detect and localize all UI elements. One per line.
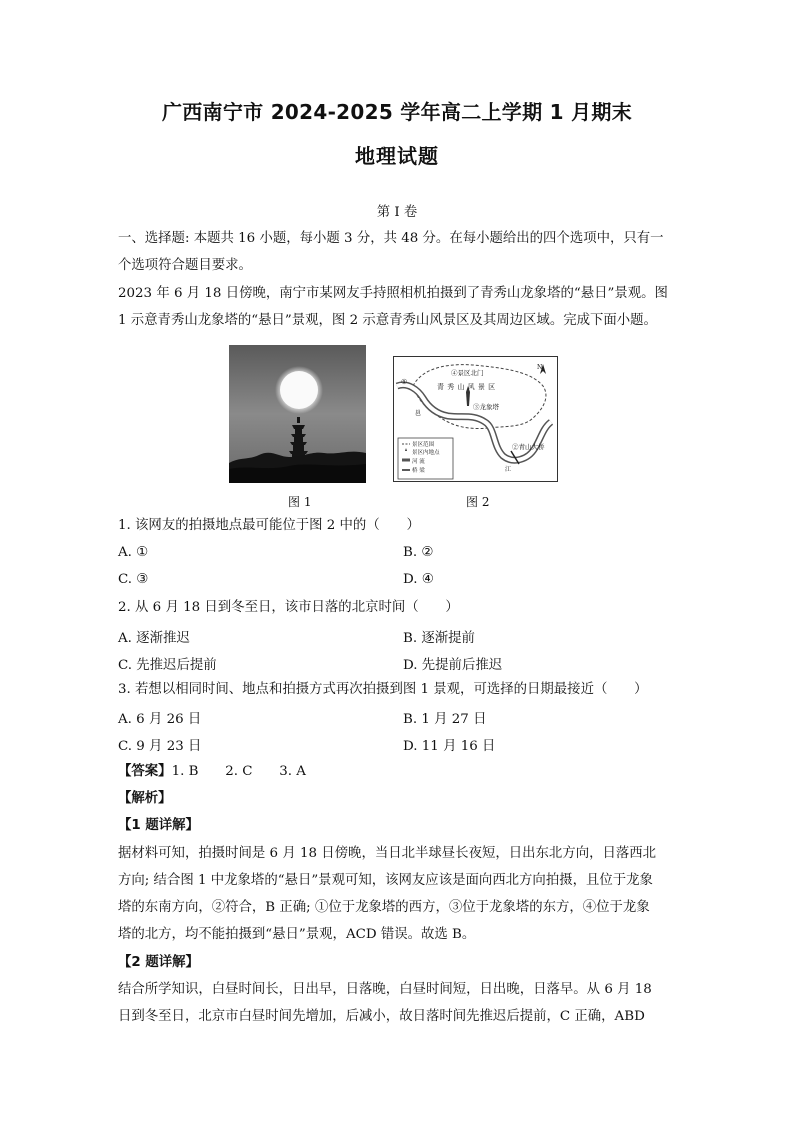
option-a: A. ① — [118, 545, 149, 560]
instructions-line: 个选项符合题目要求。 — [118, 258, 252, 273]
q2-detail-line: 结合所学知识，白昼时间长，日出早，日落晚，白昼时间短，日出晚，日落早。从 6 月 18 — [118, 982, 652, 997]
map-area-label: 青 秀 山 风 景 区 — [437, 383, 496, 391]
option-c: C. 先推迟后提前 — [118, 658, 217, 673]
material-line: 2023 年 6 月 18 日傍晚，南宁市某网友手持照相机拍摄到了青秀山龙象塔的“悬日”景观。图 — [118, 286, 668, 301]
page-subtitle: 地理试题 — [355, 144, 439, 168]
legend-item: 景区范围 — [412, 442, 435, 448]
option-c: C. 9 月 23 日 — [118, 739, 202, 754]
material-line: 1 示意青秀山龙象塔的“悬日”景观，图 2 示意青秀山风景区及其周边区域。完成下面小题。 — [118, 313, 657, 328]
q1-detail-line: 方向; 结合图 1 中龙象塔的“悬日”景观可知，该网友应该是面向西北方向拍摄，且位于龙象 — [118, 873, 653, 888]
option-b: B. ② — [403, 545, 434, 560]
answer-label: 【答案】 — [118, 764, 172, 779]
map-point-2: ②青山大桥 — [512, 443, 545, 451]
figure-1-photo — [229, 345, 366, 483]
map-point-3: ③龙象塔 — [473, 403, 499, 411]
q1-detail-line: 塔的东南方向，②符合，B 正确; ①位于龙象塔的西方，③位于龙象塔的东方，④位于龙象 — [118, 900, 650, 915]
question-stem: 1. 该网友的拍摄地点最可能位于图 2 中的（ ） — [118, 518, 420, 533]
answer-line — [118, 763, 688, 781]
question-stem: 2. 从 6 月 18 日到冬至日，该市日落的北京时间（ ） — [118, 600, 459, 615]
option-b: B. 1 月 27 日 — [403, 712, 487, 727]
option-d: D. 先提前后推迟 — [403, 658, 503, 673]
map-point-1: ① — [401, 378, 408, 386]
figure-2-map — [393, 356, 558, 482]
option-d: D. 11 月 16 日 — [403, 739, 496, 754]
instructions-line: 一、选择题: 本题共 16 小题，每小题 3 分，共 48 分。在每小题给出的四个选项中，只有一 — [118, 231, 664, 246]
legend-item: 桥 梁 — [412, 468, 425, 474]
option-b: B. 逐渐提前 — [403, 631, 475, 646]
question-stem: 3. 若想以相同时间、地点和拍摄方式再次拍摄到图 1 景观，可选择的日期最接近（ ） — [118, 682, 648, 697]
page-title: 广西南宁市 2024-2025 学年高二上学期 1 月期末 — [161, 100, 633, 124]
q2-detail-label: 【2 题详解】 — [118, 955, 199, 970]
river-label: 江 — [505, 466, 512, 473]
legend-item: 景区内地点 — [412, 450, 440, 456]
figure-2-caption: 图 2 — [466, 495, 490, 509]
legend-item: 河 流 — [412, 459, 425, 465]
hanging-sun-photo — [229, 345, 366, 483]
map-point-4: ④景区北门 — [451, 369, 484, 377]
section-heading: 第 I 卷 — [376, 205, 418, 220]
analysis-label: 【解析】 — [118, 791, 172, 806]
q1-detail-line: 塔的北方，均不能拍摄到“悬日”景观，ACD 错误。故选 B。 — [118, 927, 476, 942]
answer-text: 1. B 2. C 3. A — [171, 764, 306, 779]
q2-detail-line: 日到冬至日，北京市白昼时间先增加，后减小，故日落时间先推迟后提前，C 正确，ABD — [118, 1009, 645, 1024]
north-label: N — [537, 364, 543, 371]
option-c: C. ③ — [118, 572, 149, 587]
q1-detail-label: 【1 题详解】 — [118, 818, 199, 833]
option-a: A. 6 月 26 日 — [118, 712, 202, 727]
option-d: D. ④ — [403, 572, 434, 587]
q1-detail-line: 据材料可知，拍摄时间是 6 月 18 日傍晚，当日北半球昼长夜短，日出东北方向，日落西北 — [118, 846, 657, 861]
river-label: 邕 — [415, 410, 422, 417]
option-a: A. 逐渐推迟 — [118, 631, 190, 646]
figure-1-caption: 图 1 — [288, 495, 312, 509]
